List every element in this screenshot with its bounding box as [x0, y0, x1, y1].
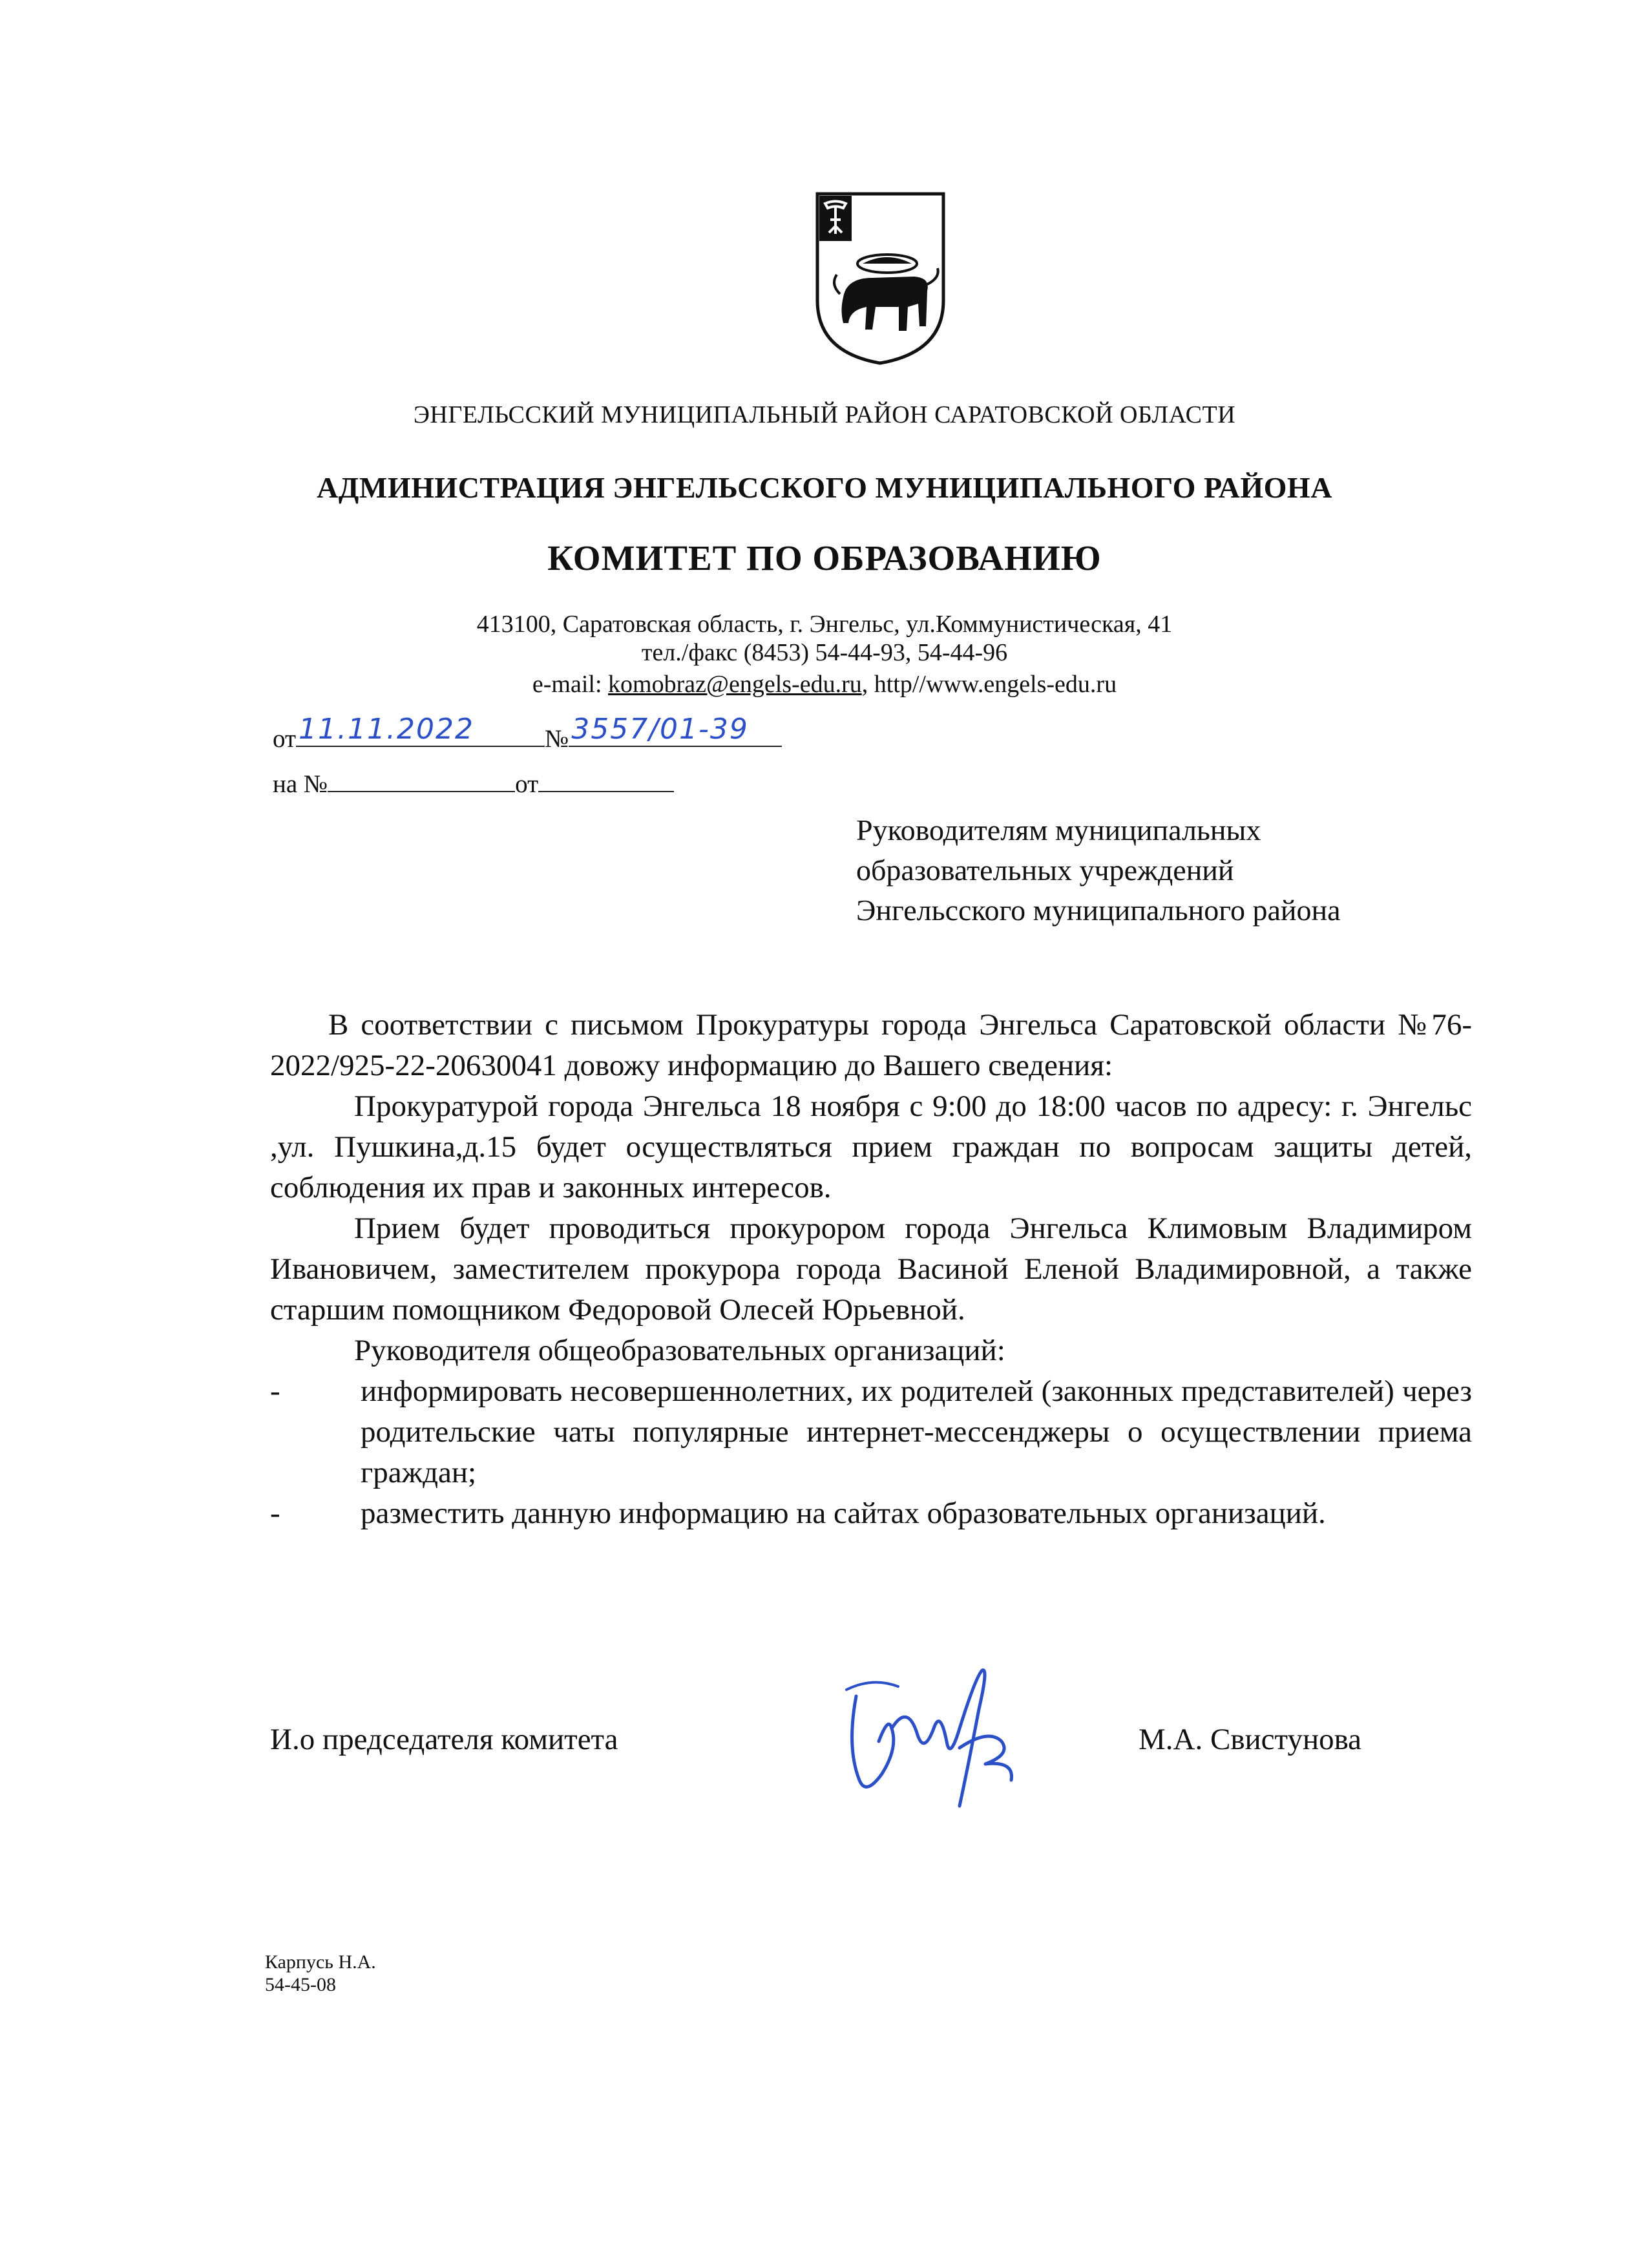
region-heading: ЭНГЕЛЬССКИЙ МУНИЦИПАЛЬНЫЙ РАЙОН САРАТОВСКОЙ ОБЛАСТИ [413, 401, 1236, 428]
outgoing-registration-line [273, 713, 782, 753]
addressee-line: Энгельсского муниципального района [856, 894, 1341, 927]
website-text: , http//www.engels-edu.ru [861, 671, 1117, 698]
handwritten-number: 3557/01-39 [571, 713, 749, 746]
administration-heading: АДМИНИСТРАЦИЯ ЭНГЕЛЬССКОГО МУНИЦИПАЛЬНОГО РАЙОНА [317, 471, 1332, 504]
paragraph-instructions: Руководителя общеобразовательных организаций: [354, 1334, 1005, 1367]
contact-line [0, 670, 1649, 698]
paragraph-intro: В соответствии с письмом Прокуратуры города Энгельса Саратовской области №76-2022/925-22-20630041 довожу информацию до Вашего сведения: [270, 1008, 1472, 1082]
list-item [270, 1493, 1472, 1534]
paragraph-reception: Прокуратурой города Энгельса 18 ноября с 9:00 до 18:00 часов по адресу: г. Энгельс ,ул. Пушкина,д.15 будет осуществляться прием граждан по вопросам защиты детей, соблюдения их прав и законных интересов. [270, 1089, 1472, 1204]
email-link[interactable]: komobraz@engels-edu.ru [608, 671, 862, 698]
phone-fax: тел./факс (8453) 54-44-93, 54-44-96 [641, 639, 1008, 666]
list-item-text: разместить данную информацию на сайтах образовательных организаций. [361, 1496, 1326, 1530]
executor-name: Карпусь Н.А. [265, 1951, 376, 1973]
list-item-text: информировать несовершеннолетних, их родителей (законных представителей) через родительские чаты популярные интернет-мессенджеры о осуществлении приема граждан; [361, 1374, 1472, 1489]
reply-registration-line [273, 768, 674, 799]
postal-address: 413100, Саратовская область, г. Энгельс, ул.Коммунистическая, 41 [476, 611, 1173, 638]
executor-phone: 54-45-08 [265, 1974, 336, 1995]
handwritten-date: 11.11.2022 [299, 713, 474, 746]
number-label: № [545, 725, 569, 753]
reply-date-field [538, 768, 674, 792]
handwritten-signature [821, 1651, 1040, 1819]
number-field [569, 713, 782, 747]
date-field [296, 713, 545, 747]
letter-body [270, 1005, 1472, 1534]
list-item [270, 1371, 1472, 1493]
paragraph-officials: Прием будет проводиться прокурором города Энгельса Климовым Владимиром Ивановичем, заместителем прокурора города Васиной Еленой Владимировной, а также старшим помощником Федоровой Олесей Юрьевной. [270, 1212, 1472, 1327]
list-dash: - [270, 1374, 280, 1408]
coat-of-arms-emblem [811, 187, 950, 368]
addressee-block [856, 810, 1341, 930]
list-dash: - [270, 1496, 280, 1530]
reply-number-field [328, 768, 515, 792]
addressee-line: Руководителям муниципальных [856, 814, 1261, 846]
signatory-position: И.о председателя комитета [270, 1723, 618, 1756]
from-label: от [273, 725, 297, 753]
email-label: e-mail: [532, 671, 609, 698]
addressee-line: образовательных учреждений [856, 854, 1234, 887]
signatory-name: М.А. Свистунова [1139, 1723, 1362, 1756]
reply-from-label: от [515, 770, 539, 798]
reply-number-label: на № [273, 770, 328, 798]
committee-heading: КОМИТЕТ ПО ОБРАЗОВАНИЮ [547, 538, 1102, 578]
